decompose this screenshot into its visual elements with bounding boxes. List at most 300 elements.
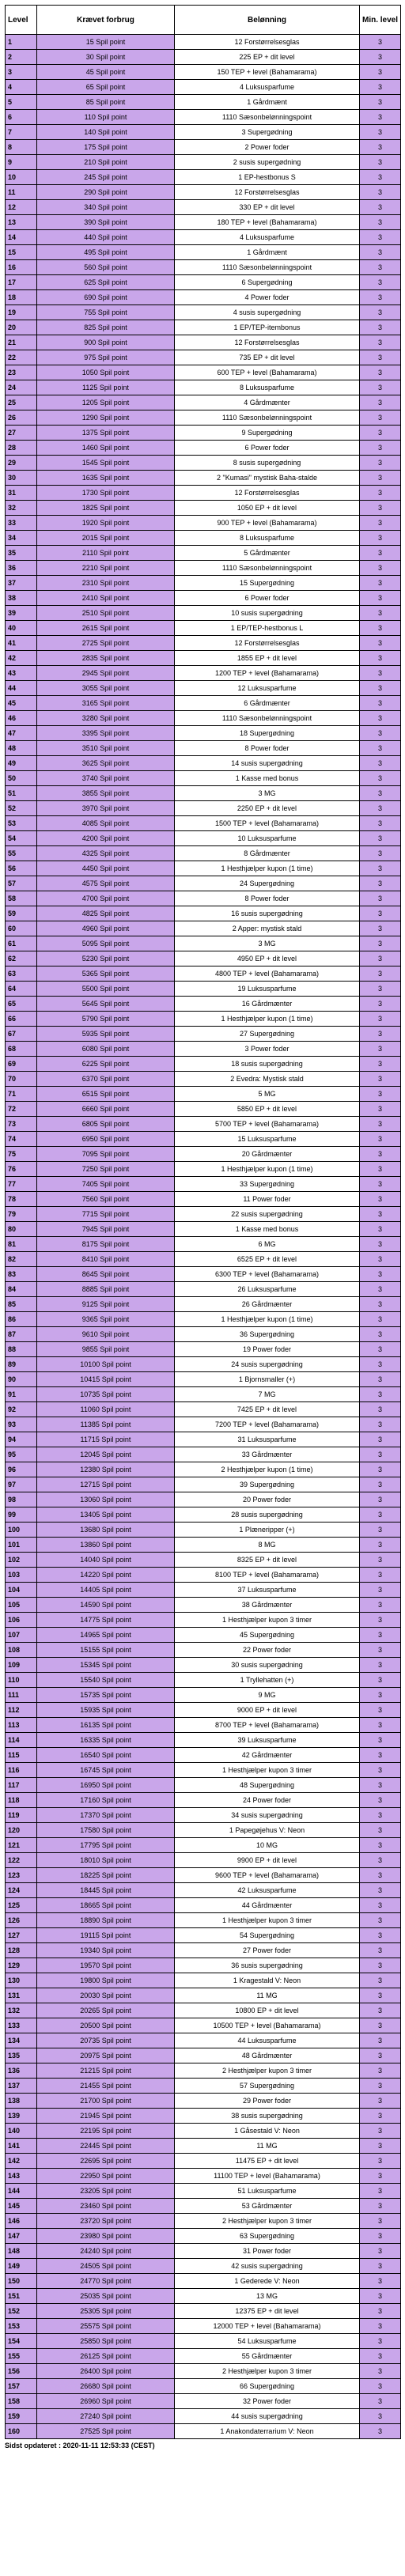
table-row xyxy=(6,921,401,936)
requirement-cell: 290 Spil point xyxy=(37,185,175,200)
min-level-cell: 3 xyxy=(360,260,401,275)
table-row xyxy=(6,275,401,290)
reward-cell: 8 Gårdmænter xyxy=(175,846,360,861)
level-cell: 122 xyxy=(6,1853,37,1868)
requirement-cell: 22195 Spil point xyxy=(37,2124,175,2139)
min-level-cell: 3 xyxy=(360,1222,401,1237)
min-level-cell: 3 xyxy=(360,1282,401,1297)
level-cell: 66 xyxy=(6,1012,37,1027)
table-row xyxy=(6,1598,401,1613)
requirement-cell: 30 Spil point xyxy=(37,50,175,65)
reward-cell: 12000 TEP + level (Bahamarama) xyxy=(175,2319,360,2334)
table-row xyxy=(6,1643,401,1658)
reward-cell: 66 Supergødning xyxy=(175,2379,360,2394)
table-row xyxy=(6,1838,401,1853)
table-row xyxy=(6,1087,401,1102)
table-row xyxy=(6,997,401,1012)
level-cell: 134 xyxy=(6,2033,37,2048)
table-row xyxy=(6,786,401,801)
min-level-cell: 3 xyxy=(360,2169,401,2184)
table-row xyxy=(6,335,401,350)
level-cell: 113 xyxy=(6,1718,37,1733)
level-cell: 52 xyxy=(6,801,37,816)
reward-cell: 14 susis supergødning xyxy=(175,756,360,771)
requirement-cell: 3280 Spil point xyxy=(37,711,175,726)
reward-cell: 45 Supergødning xyxy=(175,1628,360,1643)
level-cell: 59 xyxy=(6,906,37,921)
min-level-cell: 3 xyxy=(360,846,401,861)
level-cell: 65 xyxy=(6,997,37,1012)
table-row xyxy=(6,50,401,65)
table-row xyxy=(6,1342,401,1357)
table-row xyxy=(6,1252,401,1267)
table-row xyxy=(6,621,401,636)
reward-cell: 12 Forstørrelsesglas xyxy=(175,35,360,50)
requirement-cell: 10735 Spil point xyxy=(37,1387,175,1402)
level-cell: 3 xyxy=(6,65,37,80)
min-level-cell: 3 xyxy=(360,1778,401,1793)
table-row xyxy=(6,2184,401,2199)
table-row xyxy=(6,155,401,170)
table-row xyxy=(6,1297,401,1312)
level-cell: 98 xyxy=(6,1492,37,1507)
min-level-cell: 3 xyxy=(360,1162,401,1177)
reward-cell: 51 Luksusparfume xyxy=(175,2184,360,2199)
table-row xyxy=(6,591,401,606)
requirement-cell: 18010 Spil point xyxy=(37,1853,175,1868)
reward-cell: 7 MG xyxy=(175,1387,360,1402)
table-row xyxy=(6,1177,401,1192)
table-row xyxy=(6,2364,401,2379)
level-cell: 44 xyxy=(6,681,37,696)
requirement-cell: 175 Spil point xyxy=(37,140,175,155)
requirement-cell: 2310 Spil point xyxy=(37,576,175,591)
reward-cell: 30 susis supergødning xyxy=(175,1658,360,1673)
level-cell: 156 xyxy=(6,2364,37,2379)
min-level-cell: 3 xyxy=(360,876,401,891)
level-cell: 49 xyxy=(6,756,37,771)
table-row xyxy=(6,561,401,576)
reward-cell: 11 Power foder xyxy=(175,1192,360,1207)
min-level-cell: 3 xyxy=(360,861,401,876)
min-level-cell: 3 xyxy=(360,1057,401,1072)
level-cell: 85 xyxy=(6,1297,37,1312)
level-cell: 90 xyxy=(6,1372,37,1387)
requirement-cell: 3625 Spil point xyxy=(37,756,175,771)
min-level-cell: 3 xyxy=(360,410,401,426)
reward-cell: 8700 TEP + level (Bahamarama) xyxy=(175,1718,360,1733)
level-cell: 141 xyxy=(6,2139,37,2154)
reward-cell: 1 EP/TEP-hestbonus L xyxy=(175,621,360,636)
reward-cell: 4800 TEP + level (Bahamarama) xyxy=(175,966,360,982)
min-level-cell: 3 xyxy=(360,1462,401,1477)
level-cell: 127 xyxy=(6,1928,37,1943)
reward-cell: 28 susis supergødning xyxy=(175,1507,360,1523)
reward-cell: 36 susis supergødning xyxy=(175,1958,360,1973)
level-cell: 45 xyxy=(6,696,37,711)
table-row xyxy=(6,2048,401,2063)
requirement-cell: 1290 Spil point xyxy=(37,410,175,426)
requirement-cell: 11385 Spil point xyxy=(37,1417,175,1432)
requirement-cell: 6370 Spil point xyxy=(37,1072,175,1087)
level-cell: 73 xyxy=(6,1117,37,1132)
requirement-cell: 14040 Spil point xyxy=(37,1553,175,1568)
min-level-cell: 3 xyxy=(360,1943,401,1958)
level-cell: 84 xyxy=(6,1282,37,1297)
reward-cell: 29 Power foder xyxy=(175,2094,360,2109)
min-level-cell: 3 xyxy=(360,531,401,546)
reward-cell: 33 Gårdmænter xyxy=(175,1447,360,1462)
requirement-cell: 17370 Spil point xyxy=(37,1808,175,1823)
requirement-cell: 21215 Spil point xyxy=(37,2063,175,2079)
min-level-cell: 3 xyxy=(360,2094,401,2109)
level-cell: 63 xyxy=(6,966,37,982)
reward-cell: 20 Power foder xyxy=(175,1492,360,1507)
level-cell: 7 xyxy=(6,125,37,140)
level-cell: 93 xyxy=(6,1417,37,1432)
requirement-cell: 3740 Spil point xyxy=(37,771,175,786)
level-cell: 29 xyxy=(6,456,37,471)
requirement-cell: 440 Spil point xyxy=(37,230,175,245)
reward-cell: 38 Gårdmænter xyxy=(175,1598,360,1613)
table-row xyxy=(6,1763,401,1778)
requirement-cell: 1825 Spil point xyxy=(37,501,175,516)
reward-cell: 1 Hesthjælper kupon (1 time) xyxy=(175,1312,360,1327)
requirement-cell: 25850 Spil point xyxy=(37,2334,175,2349)
min-level-cell: 3 xyxy=(360,290,401,305)
reward-cell: 4 Luksusparfume xyxy=(175,80,360,95)
level-cell: 11 xyxy=(6,185,37,200)
level-cell: 142 xyxy=(6,2154,37,2169)
requirement-cell: 21455 Spil point xyxy=(37,2079,175,2094)
requirement-cell: 17160 Spil point xyxy=(37,1793,175,1808)
table-row xyxy=(6,831,401,846)
min-level-cell: 3 xyxy=(360,786,401,801)
table-row xyxy=(6,1417,401,1432)
requirement-cell: 85 Spil point xyxy=(37,95,175,110)
reward-cell: 4 Luksusparfume xyxy=(175,230,360,245)
reward-cell: 11475 EP + dit level xyxy=(175,2154,360,2169)
requirement-cell: 7095 Spil point xyxy=(37,1147,175,1162)
level-cell: 94 xyxy=(6,1432,37,1447)
table-row xyxy=(6,1432,401,1447)
table-row xyxy=(6,2079,401,2094)
reward-cell: 16 Gårdmænter xyxy=(175,997,360,1012)
reward-cell: 16 susis supergødning xyxy=(175,906,360,921)
min-level-cell: 3 xyxy=(360,1027,401,1042)
reward-cell: 1 Kasse med bonus xyxy=(175,771,360,786)
reward-cell: 2 Hesthjælper kupon 3 timer xyxy=(175,2063,360,2079)
reward-cell: 32 Power foder xyxy=(175,2394,360,2409)
table-row xyxy=(6,1357,401,1372)
level-cell: 86 xyxy=(6,1312,37,1327)
requirement-cell: 4085 Spil point xyxy=(37,816,175,831)
reward-cell: 44 Gårdmænter xyxy=(175,1898,360,1913)
level-cell: 153 xyxy=(6,2319,37,2334)
requirement-cell: 4450 Spil point xyxy=(37,861,175,876)
requirement-cell: 6515 Spil point xyxy=(37,1087,175,1102)
min-level-cell: 3 xyxy=(360,2199,401,2214)
level-cell: 36 xyxy=(6,561,37,576)
requirement-cell: 8885 Spil point xyxy=(37,1282,175,1297)
min-level-cell: 3 xyxy=(360,110,401,125)
min-level-cell: 3 xyxy=(360,666,401,681)
min-level-cell: 3 xyxy=(360,200,401,215)
level-cell: 48 xyxy=(6,741,37,756)
min-level-cell: 3 xyxy=(360,1237,401,1252)
requirement-cell: 1545 Spil point xyxy=(37,456,175,471)
requirement-cell: 25035 Spil point xyxy=(37,2289,175,2304)
table-row xyxy=(6,95,401,110)
level-cell: 1 xyxy=(6,35,37,50)
level-cell: 126 xyxy=(6,1913,37,1928)
level-cell: 54 xyxy=(6,831,37,846)
requirement-cell: 20030 Spil point xyxy=(37,1988,175,2003)
reward-cell: 42 Luksusparfume xyxy=(175,1883,360,1898)
table-row xyxy=(6,2319,401,2334)
table-row xyxy=(6,2094,401,2109)
reward-cell: 1 Kasse med bonus xyxy=(175,1222,360,1237)
reward-cell: 1 Plæneripper (+) xyxy=(175,1523,360,1538)
requirement-cell: 825 Spil point xyxy=(37,320,175,335)
table-row xyxy=(6,1117,401,1132)
level-cell: 131 xyxy=(6,1988,37,2003)
requirement-cell: 20975 Spil point xyxy=(37,2048,175,2063)
min-level-cell: 3 xyxy=(360,2139,401,2154)
min-level-cell: 3 xyxy=(360,1838,401,1853)
min-level-cell: 3 xyxy=(360,906,401,921)
requirement-cell: 24505 Spil point xyxy=(37,2259,175,2274)
header-min-level: Min. level xyxy=(360,6,401,35)
requirement-cell: 18665 Spil point xyxy=(37,1898,175,1913)
min-level-cell: 3 xyxy=(360,831,401,846)
min-level-cell: 3 xyxy=(360,2364,401,2379)
level-cell: 91 xyxy=(6,1387,37,1402)
reward-cell: 6 MG xyxy=(175,1237,360,1252)
level-cell: 37 xyxy=(6,576,37,591)
reward-cell: 26 Gårdmænter xyxy=(175,1297,360,1312)
table-row xyxy=(6,1778,401,1793)
reward-cell: 2 Hesthjælper kupon (1 time) xyxy=(175,1462,360,1477)
table-row xyxy=(6,1057,401,1072)
min-level-cell: 3 xyxy=(360,1207,401,1222)
requirement-cell: 3165 Spil point xyxy=(37,696,175,711)
reward-cell: 1 EP-hestbonus S xyxy=(175,170,360,185)
min-level-cell: 3 xyxy=(360,1883,401,1898)
min-level-cell: 3 xyxy=(360,1823,401,1838)
reward-cell: 53 Gårdmænter xyxy=(175,2199,360,2214)
requirement-cell: 5935 Spil point xyxy=(37,1027,175,1042)
requirement-cell: 7715 Spil point xyxy=(37,1207,175,1222)
requirement-cell: 560 Spil point xyxy=(37,260,175,275)
level-cell: 129 xyxy=(6,1958,37,1973)
min-level-cell: 3 xyxy=(360,125,401,140)
table-row xyxy=(6,726,401,741)
requirement-cell: 5500 Spil point xyxy=(37,982,175,997)
level-cell: 140 xyxy=(6,2124,37,2139)
level-cell: 146 xyxy=(6,2214,37,2229)
reward-cell: 27 Supergødning xyxy=(175,1027,360,1042)
requirement-cell: 975 Spil point xyxy=(37,350,175,365)
min-level-cell: 3 xyxy=(360,891,401,906)
min-level-cell: 3 xyxy=(360,801,401,816)
min-level-cell: 3 xyxy=(360,816,401,831)
reward-cell: 1 Tryllehatten (+) xyxy=(175,1673,360,1688)
level-cell: 55 xyxy=(6,846,37,861)
min-level-cell: 3 xyxy=(360,606,401,621)
requirement-cell: 12045 Spil point xyxy=(37,1447,175,1462)
min-level-cell: 3 xyxy=(360,1718,401,1733)
table-row xyxy=(6,1748,401,1763)
reward-cell: 20 Gårdmænter xyxy=(175,1147,360,1162)
requirement-cell: 13680 Spil point xyxy=(37,1523,175,1538)
requirement-cell: 17580 Spil point xyxy=(37,1823,175,1838)
reward-cell: 5 MG xyxy=(175,1087,360,1102)
level-cell: 80 xyxy=(6,1222,37,1237)
level-cell: 46 xyxy=(6,711,37,726)
requirement-cell: 2015 Spil point xyxy=(37,531,175,546)
min-level-cell: 3 xyxy=(360,2184,401,2199)
min-level-cell: 3 xyxy=(360,921,401,936)
table-row xyxy=(6,456,401,471)
table-row xyxy=(6,861,401,876)
requirement-cell: 12715 Spil point xyxy=(37,1477,175,1492)
reward-cell: 2250 EP + dit level xyxy=(175,801,360,816)
level-cell: 50 xyxy=(6,771,37,786)
table-row xyxy=(6,1147,401,1162)
table-row xyxy=(6,2424,401,2439)
requirement-cell: 14965 Spil point xyxy=(37,1628,175,1643)
reward-cell: 600 TEP + level (Bahamarama) xyxy=(175,365,360,380)
reward-cell: 330 EP + dit level xyxy=(175,200,360,215)
requirement-cell: 625 Spil point xyxy=(37,275,175,290)
requirement-cell: 19340 Spil point xyxy=(37,1943,175,1958)
table-row xyxy=(6,2274,401,2289)
min-level-cell: 3 xyxy=(360,1312,401,1327)
requirement-cell: 3970 Spil point xyxy=(37,801,175,816)
min-level-cell: 3 xyxy=(360,1523,401,1538)
reward-cell: 3 Power foder xyxy=(175,1042,360,1057)
requirement-cell: 23460 Spil point xyxy=(37,2199,175,2214)
level-cell: 75 xyxy=(6,1147,37,1162)
table-row xyxy=(6,1898,401,1913)
requirement-cell: 19115 Spil point xyxy=(37,1928,175,1943)
requirement-cell: 3395 Spil point xyxy=(37,726,175,741)
table-row xyxy=(6,1928,401,1943)
min-level-cell: 3 xyxy=(360,2289,401,2304)
min-level-cell: 3 xyxy=(360,1793,401,1808)
reward-cell: 1200 TEP + level (Bahamarama) xyxy=(175,666,360,681)
min-level-cell: 3 xyxy=(360,2259,401,2274)
min-level-cell: 3 xyxy=(360,1808,401,1823)
last-updated-footer: Sidst opdateret : 2020-11-11 12:53:33 (CEST) xyxy=(5,2442,155,2449)
table-row xyxy=(6,2259,401,2274)
table-row xyxy=(6,1793,401,1808)
requirement-cell: 21700 Spil point xyxy=(37,2094,175,2109)
requirement-cell: 4825 Spil point xyxy=(37,906,175,921)
min-level-cell: 3 xyxy=(360,681,401,696)
reward-cell: 1050 EP + dit level xyxy=(175,501,360,516)
min-level-cell: 3 xyxy=(360,80,401,95)
reward-cell: 48 Gårdmænter xyxy=(175,2048,360,2063)
table-row xyxy=(6,2199,401,2214)
table-row xyxy=(6,651,401,666)
requirement-cell: 2510 Spil point xyxy=(37,606,175,621)
level-cell: 71 xyxy=(6,1087,37,1102)
min-level-cell: 3 xyxy=(360,1117,401,1132)
level-cell: 27 xyxy=(6,426,37,441)
table-row xyxy=(6,681,401,696)
min-level-cell: 3 xyxy=(360,1087,401,1102)
level-cell: 130 xyxy=(6,1973,37,1988)
table-row xyxy=(6,876,401,891)
min-level-cell: 3 xyxy=(360,2063,401,2079)
requirement-cell: 5230 Spil point xyxy=(37,951,175,966)
reward-cell: 39 Supergødning xyxy=(175,1477,360,1492)
table-row xyxy=(6,110,401,125)
min-level-cell: 3 xyxy=(360,95,401,110)
level-cell: 135 xyxy=(6,2048,37,2063)
requirement-cell: 24770 Spil point xyxy=(37,2274,175,2289)
min-level-cell: 3 xyxy=(360,711,401,726)
min-level-cell: 3 xyxy=(360,230,401,245)
min-level-cell: 3 xyxy=(360,2048,401,2063)
reward-cell: 55 Gårdmænter xyxy=(175,2349,360,2364)
table-row xyxy=(6,200,401,215)
reward-cell: 1110 Sæsonbelønningspoint xyxy=(175,260,360,275)
reward-cell: 1 Hesthjælper kupon (1 time) xyxy=(175,861,360,876)
table-row xyxy=(6,1132,401,1147)
reward-cell: 8 Power foder xyxy=(175,741,360,756)
table-row xyxy=(6,801,401,816)
level-cell: 58 xyxy=(6,891,37,906)
min-level-cell: 3 xyxy=(360,380,401,395)
requirement-cell: 8175 Spil point xyxy=(37,1237,175,1252)
requirement-cell: 65 Spil point xyxy=(37,80,175,95)
reward-cell: 7200 TEP + level (Bahamarama) xyxy=(175,1417,360,1432)
level-cell: 47 xyxy=(6,726,37,741)
level-cell: 13 xyxy=(6,215,37,230)
requirement-cell: 26680 Spil point xyxy=(37,2379,175,2394)
level-cell: 138 xyxy=(6,2094,37,2109)
level-cell: 123 xyxy=(6,1868,37,1883)
table-row xyxy=(6,1162,401,1177)
level-cell: 81 xyxy=(6,1237,37,1252)
level-cell: 97 xyxy=(6,1477,37,1492)
table-row xyxy=(6,711,401,726)
min-level-cell: 3 xyxy=(360,2409,401,2424)
table-row xyxy=(6,1072,401,1087)
reward-cell: 6 Supergødning xyxy=(175,275,360,290)
min-level-cell: 3 xyxy=(360,2394,401,2409)
reward-cell: 38 susis supergødning xyxy=(175,2109,360,2124)
table-row xyxy=(6,125,401,140)
min-level-cell: 3 xyxy=(360,1492,401,1507)
header-requirement: Krævet forbrug xyxy=(37,6,175,35)
requirement-cell: 23980 Spil point xyxy=(37,2229,175,2244)
table-header-row xyxy=(6,6,401,35)
requirement-cell: 14590 Spil point xyxy=(37,1598,175,1613)
reward-cell: 11100 TEP + level (Bahamarama) xyxy=(175,2169,360,2184)
requirement-cell: 2945 Spil point xyxy=(37,666,175,681)
level-cell: 152 xyxy=(6,2304,37,2319)
level-cell: 79 xyxy=(6,1207,37,1222)
header-reward: Belønning xyxy=(175,6,360,35)
table-row xyxy=(6,936,401,951)
min-level-cell: 3 xyxy=(360,1147,401,1162)
requirement-cell: 16135 Spil point xyxy=(37,1718,175,1733)
requirement-cell: 1125 Spil point xyxy=(37,380,175,395)
